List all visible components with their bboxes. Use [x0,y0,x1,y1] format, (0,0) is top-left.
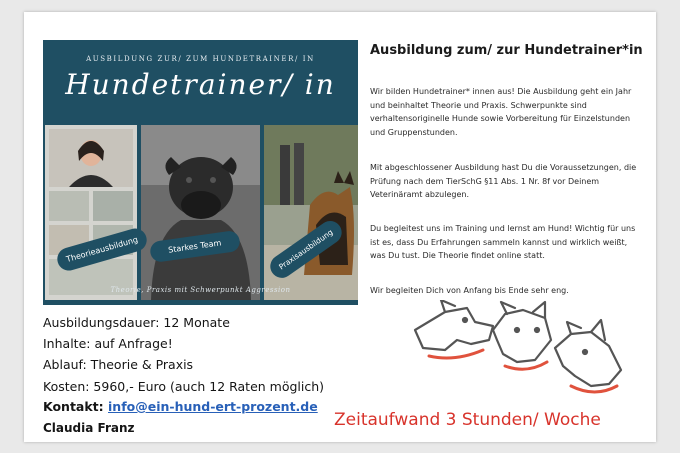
description-paragraph-2: Mit abgeschlossener Ausbildung hast Du die Voraussetzungen, die Prüfung nach dem TierSchG §11 Abs. 1 Nr. 8f vor Deinem Veterinäramt abzulegen. [370,163,637,199]
banner-footer: Theorie, Praxis mit Schwerpunkt Aggression [110,286,291,294]
practice-label: Praxisausbildung [266,217,346,283]
banner-title: Hundetrainer/ in [65,68,336,101]
team-photo [141,125,260,300]
description-title: Ausbildung zum/ zur Hundetrainer*in [370,43,643,58]
mastiff-dog-image [141,125,260,300]
contact-email-link[interactable]: info@ein-hund-ert-prozent.de [108,399,318,414]
description-paragraph-1: Wir bilden Hundetrainer* innen aus! Die Ausbildung geht ein Jahr und beinhaltet Theorie und Praxis. Schwerpunkte sind verhaltensoriginelle Hunde sowie Vorbereitung für Einzelstunden und Gruppenstunden. [370,87,632,137]
time-effort-text: Zeitaufwand 3 Stunden/ Woche [334,410,601,430]
description-paragraph-4: Wir begleiten Dich von Anfang bis Ende sehr eng. [370,286,569,295]
team-label: Starkes Team [149,230,241,263]
course-banner [43,40,358,305]
theory-photo [45,125,137,300]
contact-name: Claudia Franz [43,421,135,435]
description-paragraph-3: Du begleitest uns im Training und lernst am Hund! Wichtig für uns ist es, dass Du Erfahrungen sammeln kannst und wirklich weißt, was Du tust. Die Theorie findet online statt. [370,224,636,260]
costs-text: Kosten: 5960,- Euro (auch 12 Raten möglich) [43,379,325,394]
contact-line [43,399,318,414]
theory-label: Theorieausbildung [55,226,150,274]
duration-text: Ausbildungsdauer: 12 Monate [43,315,230,330]
dog-heads-logo [405,300,630,400]
contact-label: Kontakt: [43,399,109,414]
contents-text: Inhalte: auf Anfrage! [43,336,173,351]
video-call-image [45,125,137,300]
banner-subtitle: AUSBILDUNG ZUR/ ZUM HUNDETRAINER/ IN [86,55,315,63]
schedule-text: Ablauf: Theorie & Praxis [43,357,194,372]
